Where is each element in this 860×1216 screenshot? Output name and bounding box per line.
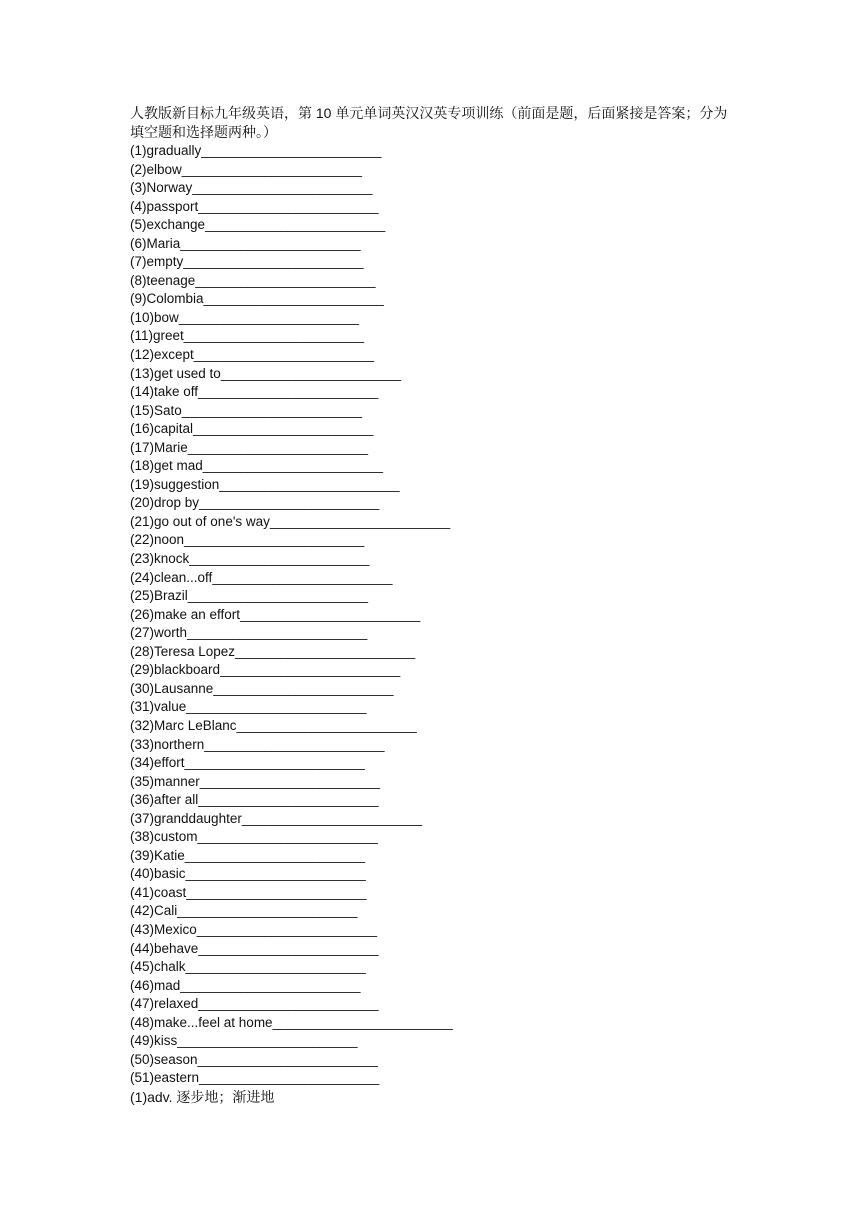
question-item <box>130 958 740 977</box>
answer-blank: ________________________ <box>177 903 358 919</box>
question-item <box>130 717 740 736</box>
question-term: (8)teenage <box>130 272 196 288</box>
question-term: (38)custom <box>130 829 198 845</box>
question-item <box>130 810 740 829</box>
question-item <box>130 365 740 384</box>
question-term: (49)kiss <box>130 1033 178 1049</box>
answer-blank: ________________________ <box>240 606 421 622</box>
question-term: (20)drop by <box>130 495 200 511</box>
question-item <box>130 940 740 959</box>
question-term: (35)manner <box>130 773 200 789</box>
question-term: (44)behave <box>130 940 199 956</box>
question-term: (41)coast <box>130 884 187 900</box>
question-term: (47)relaxed <box>130 996 199 1012</box>
question-item <box>130 1032 740 1051</box>
answer-blank: ________________________ <box>199 495 380 511</box>
question-item <box>130 698 740 717</box>
question-item <box>130 884 740 903</box>
question-term: (33)northern <box>130 736 205 752</box>
answer-blank: ________________________ <box>193 347 374 363</box>
answer-blank: ________________________ <box>212 569 393 585</box>
answer-blank: ________________________ <box>180 235 361 251</box>
question-term: (37)granddaughter <box>130 810 242 826</box>
question-item <box>130 1069 740 1088</box>
question-term: (14)take off <box>130 384 199 400</box>
question-item <box>130 457 740 476</box>
answer-blank: ________________________ <box>184 532 365 548</box>
answer-blank: ________________________ <box>198 384 379 400</box>
question-term: (4)passport <box>130 198 199 214</box>
question-item <box>130 439 740 458</box>
answer-blank: ________________________ <box>198 198 379 214</box>
question-item <box>130 402 740 421</box>
question-item <box>130 680 740 699</box>
answer-blank: ________________________ <box>178 309 359 325</box>
question-item <box>130 235 740 254</box>
question-item <box>130 346 740 365</box>
question-item <box>130 420 740 439</box>
question-term: (9)Colombia <box>130 291 204 307</box>
question-item <box>130 995 740 1014</box>
answer-blank: ________________________ <box>203 291 384 307</box>
question-item <box>130 569 740 588</box>
question-item <box>130 179 740 198</box>
question-term: (40)basic <box>130 866 186 882</box>
answer-blank: ________________________ <box>269 513 451 529</box>
question-term: (32)Marc LeBlanc <box>130 717 237 733</box>
question-term: (24)clean...off <box>130 569 213 585</box>
document-page <box>130 104 740 1107</box>
answer-blank: ________________________ <box>189 551 370 567</box>
question-item <box>130 977 740 996</box>
answer-blank: ________________________ <box>272 1014 453 1030</box>
question-item <box>130 309 740 328</box>
answer-blank: ________________________ <box>195 272 376 288</box>
question-term: (28)Teresa Lopez <box>130 643 236 659</box>
question-item <box>130 142 740 161</box>
answer-blank: ________________________ <box>198 996 379 1012</box>
question-term: (30)Lausanne <box>130 680 214 696</box>
question-item <box>130 513 740 532</box>
answer-blank: ________________________ <box>185 959 366 975</box>
answer-blank: ________________________ <box>198 792 379 808</box>
question-term: (46)mad <box>130 977 181 993</box>
intro-text: 人教版新目标九年级英语，第 10 单元单词英汉汉英专项训练（前面是题，后面紧接是答案；分为填空题和选择题两种。） <box>130 105 728 140</box>
question-term: (29)blackboard <box>130 662 221 678</box>
question-item <box>130 828 740 847</box>
question-term: (39)Katie <box>130 847 185 863</box>
question-list <box>130 142 740 1088</box>
question-term: (2)elbow <box>130 161 182 177</box>
answer-blank: ________________________ <box>184 755 365 771</box>
question-item <box>130 476 740 495</box>
answer-blank: ________________________ <box>201 143 382 158</box>
answer-blank: ________________________ <box>235 643 416 659</box>
answer-blank: ________________________ <box>204 736 385 752</box>
question-term: (50)season <box>130 1051 198 1067</box>
question-term: (36)after all <box>130 792 199 808</box>
question-term: (1)gradually <box>130 143 202 158</box>
question-term: (7)empty <box>130 254 184 270</box>
question-term: (17)Marie <box>130 439 188 455</box>
answer-line: (1)adv. 逐步地；渐进地 <box>130 1088 275 1105</box>
answer-blank: ________________________ <box>187 588 368 604</box>
question-item <box>130 736 740 755</box>
question-term: (23)knock <box>130 551 190 567</box>
answer-blank: ________________________ <box>186 884 367 900</box>
question-term: (43)Mexico <box>130 921 197 937</box>
question-term: (15)Sato <box>130 402 182 418</box>
answer-blank: ________________________ <box>193 421 374 437</box>
answer-blank: ________________________ <box>181 161 362 177</box>
answer-blank: ________________________ <box>181 402 362 418</box>
question-item <box>130 1051 740 1070</box>
question-term: (31)value <box>130 699 187 715</box>
question-term: (45)chalk <box>130 959 186 975</box>
question-item <box>130 643 740 662</box>
question-term: (16)capital <box>130 421 194 437</box>
question-item <box>130 661 740 680</box>
answer-blank: ________________________ <box>236 717 417 733</box>
question-term: (19)suggestion <box>130 476 220 492</box>
question-item <box>130 327 740 346</box>
question-term: (6)Maria <box>130 235 181 251</box>
question-term: (5)exchange <box>130 217 206 233</box>
question-term: (3)Norway <box>130 180 193 196</box>
question-term: (21)go out of one's way <box>130 513 270 529</box>
question-item <box>130 272 740 291</box>
question-term: (12)except <box>130 347 194 363</box>
question-item <box>130 902 740 921</box>
question-term: (11)greet <box>130 328 184 344</box>
question-item <box>130 624 740 643</box>
question-item <box>130 494 740 513</box>
question-item <box>130 531 740 550</box>
answer-blank: ________________________ <box>197 1051 378 1067</box>
question-term: (48)make...feel at home <box>130 1014 273 1030</box>
answer-blank: ________________________ <box>205 217 386 233</box>
question-item <box>130 1014 740 1033</box>
answer-blank: ________________________ <box>177 1033 358 1049</box>
question-term: (18)get mad <box>130 458 203 474</box>
question-term: (27)worth <box>130 625 188 641</box>
answer-blank: ________________________ <box>202 458 383 474</box>
answer-blank: ________________________ <box>219 476 400 492</box>
question-item <box>130 198 740 217</box>
question-item <box>130 216 740 235</box>
answer-blank: ________________________ <box>220 365 402 381</box>
question-term: (34)effort <box>130 755 185 771</box>
question-term: (22)noon <box>130 532 185 548</box>
answer-blank: ________________________ <box>199 773 380 789</box>
answer-blank: ________________________ <box>187 625 368 641</box>
question-term: (25)Brazil <box>130 588 188 604</box>
question-item <box>130 791 740 810</box>
question-item <box>130 606 740 625</box>
answer-blank: ________________________ <box>186 699 367 715</box>
answer-blank: ________________________ <box>220 662 401 678</box>
answer-blank: ________________________ <box>187 439 368 455</box>
answer-blank: ________________________ <box>197 829 378 845</box>
question-item <box>130 865 740 884</box>
answer-blank: ________________________ <box>183 254 364 270</box>
question-item <box>130 847 740 866</box>
question-item <box>130 773 740 792</box>
answer-blank: ________________________ <box>198 940 379 956</box>
answer-blank: ________________________ <box>192 180 373 196</box>
answer-blank: ________________________ <box>199 1070 380 1086</box>
answer-blank: ________________________ <box>183 328 364 344</box>
question-term: (26)make an effort <box>130 606 241 622</box>
answer-blank: ________________________ <box>180 977 361 993</box>
answer-blank: ________________________ <box>196 921 377 937</box>
question-term: (51)eastern <box>130 1070 200 1086</box>
question-item <box>130 383 740 402</box>
answer-blank: ________________________ <box>184 847 365 863</box>
question-term: (42)Cali <box>130 903 178 919</box>
question-item <box>130 253 740 272</box>
answer-blank: ________________________ <box>241 810 423 826</box>
question-item <box>130 550 740 569</box>
question-item <box>130 754 740 773</box>
question-term: (13)get used to <box>130 365 221 381</box>
question-term: (10)bow <box>130 309 179 325</box>
question-item <box>130 290 740 309</box>
question-item <box>130 921 740 940</box>
question-item <box>130 587 740 606</box>
answer-blank: ________________________ <box>185 866 366 882</box>
question-item <box>130 161 740 180</box>
answer-blank: ________________________ <box>213 680 394 696</box>
